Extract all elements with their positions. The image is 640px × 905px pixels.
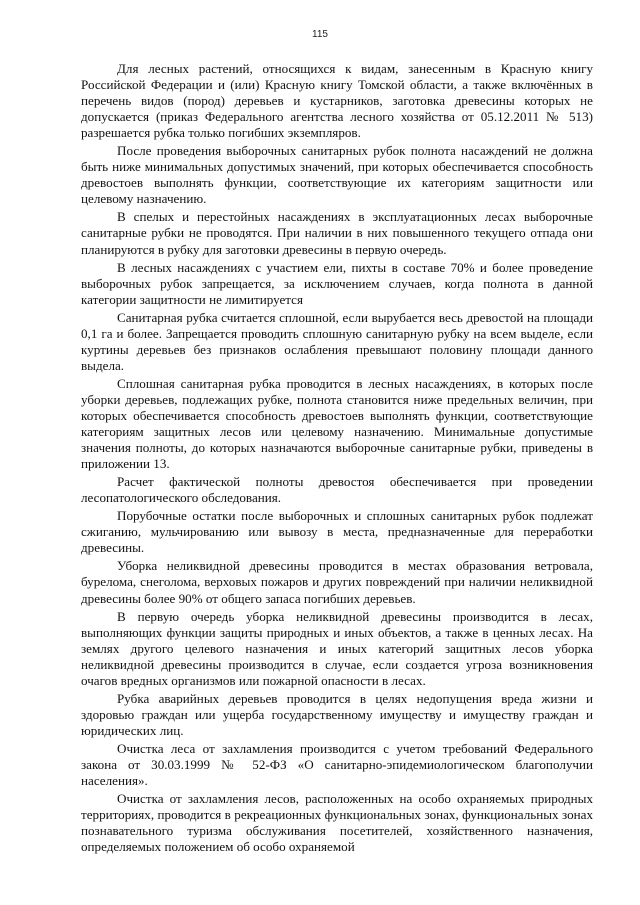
paragraph-density-calculation: Расчет фактической полноты древостоя обеспечивается при проведении лесопатологического обследования.	[81, 474, 593, 506]
paragraph-mature-stands: В спелых и перестойных насаждениях в эксплуатационных лесах выборочные санитарные рубки не проводятся. При наличии в них повышенного текущего отпада они планируются в рубку для заготовки древесины в первую очередь.	[81, 209, 593, 257]
paragraph-removal-priority: В первую очередь уборка неликвидной древесины производится в лесах, выполняющих функции защиты природных и иных объектов, а также в ценных лесах. На землях другого целевого назначения и иных категорий защитных лесов уборка неликвидной древесины производится в случае, если создается угроза возникновения очагов вредных организмов или пожарной опасности в лесах.	[81, 608, 593, 688]
paragraph-protected-areas-cleaning: Очистка от захламления лесов, расположенных на особо охраняемых природных территориях, проводится в рекреационных функциональных зонах, функциональных зонах познавательного туризма обслуживания посетителей, хозяйственного назначения, определяемых положением об особо охраняемой	[81, 791, 593, 855]
paragraph-spruce-fir-stands: В лесных насаждениях с участием ели, пихты в составе 70% и более проведение выборочных рубок запрещается, за исключением случаев, когда полнота в данной категории защитности не лимитируется	[81, 259, 593, 307]
paragraph-hazard-trees: Рубка аварийных деревьев проводится в целях недопущения вреда жизни и здоровью граждан или ущерба государственному имуществу и имуществу граждан и юридических лиц.	[81, 690, 593, 738]
paragraph-illiquid-wood-removal: Уборка неликвидной древесины проводится в местах образования ветровала, бурелома, снеголома, верховых пожаров и других повреждений при наличии неликвидной древесины более 90% от общего запаса погибших деревьев.	[81, 558, 593, 606]
paragraph-red-book-species: Для лесных растений, относящихся к видам, занесенным в Красную книгу Российской Федерации и (или) Красную книгу Томской области, а также включённых в перечень видов (пород) деревьев и кустарников, заготовка древесины которых не допускается (приказ Федерального агентства лесного хозяйства от 05.12.2011 № 513) разрешается рубка только погибших экземпляров.	[81, 61, 593, 141]
paragraph-logging-residues: Порубочные остатки после выборочных и сплошных санитарных рубок подлежат сжиганию, мульчированию или вывозу в места, предназначенные для переработки древесины.	[81, 508, 593, 556]
paragraph-clear-sanitary-felling: Санитарная рубка считается сплошной, если вырубается весь древостой на площади 0,1 га и более. Запрещается проводить сплошную санитарную рубку на всем выделе, если куртины деревьев без признаков ослабления превышают половину площади данного выдела.	[81, 309, 593, 373]
paragraph-selective-felling-density: После проведения выборочных санитарных рубок полнота насаждений не должна быть ниже минимальных допустимых значений, при которых обеспечивается способность древостоев выполнять функции, соответствующие их категориям защитности или целевому назначению.	[81, 143, 593, 207]
document-body	[81, 61, 593, 857]
paragraph-debris-cleaning: Очистка леса от захламления производится с учетом требований Федерального закона от 30.03.1999 № 52-ФЗ «О санитарно-эпидемиологическом благополучии населения».	[81, 740, 593, 789]
page-number: 115	[312, 29, 328, 40]
paragraph-clear-felling-conditions: Сплошная санитарная рубка проводится в лесных насаждениях, в которых после уборки деревьев, подлежащих рубке, полнота становится ниже предельных величин, при которых обеспечивается способность древостоев выполнять функции, соответствующие категориям защитных лесов или целевому назначению. Минимальные допустимые значения полноты, до которых назначаются выборочные санитарные рубки, приведены в приложении 13.	[81, 375, 593, 472]
